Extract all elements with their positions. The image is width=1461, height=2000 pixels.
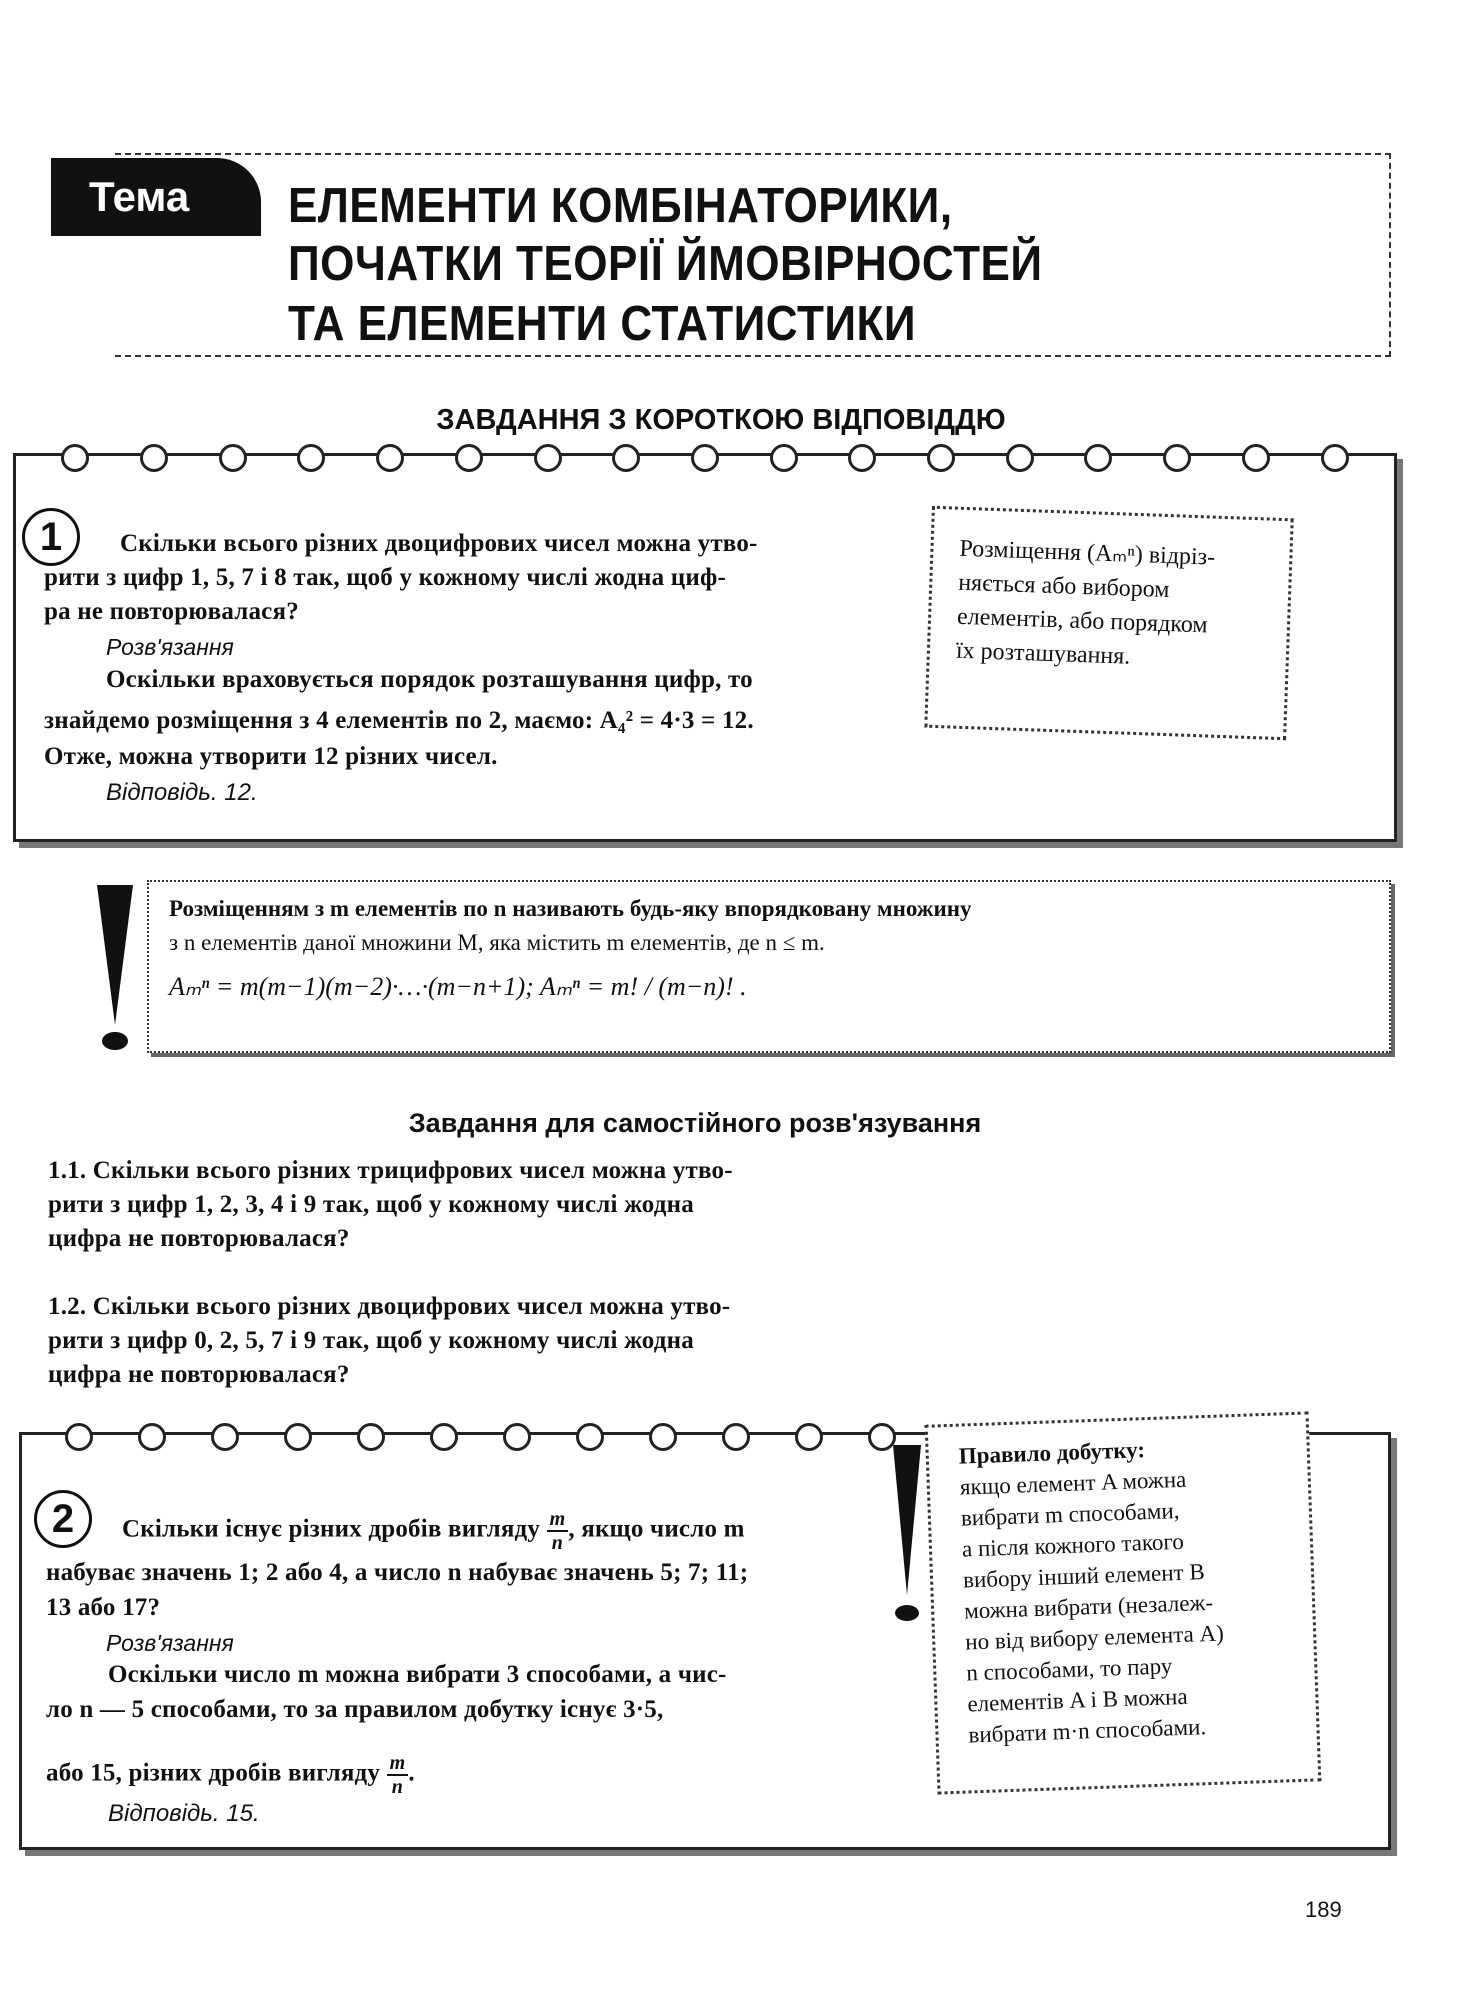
problem-2-text: Скільки існує різних дробів вигляду xyxy=(122,1515,541,1543)
note-line: елементів, або порядком xyxy=(956,603,1209,639)
note-line: їх розташування. xyxy=(955,637,1131,670)
exercise-1-2-line: рити з цифр 0, 2, 5, 7 і 9 так, щоб у кожному числі жодна xyxy=(48,1327,694,1354)
problem-1-line: Скільки всього різних двоцифрових чисел можна утво- xyxy=(120,530,758,557)
tema-label: Тема xyxy=(51,158,261,236)
solution-line: знайдемо розміщення з 4 елементів по 2, маємо: A₄² = 4·3 = 12. xyxy=(44,707,754,734)
page-title-line-1: ЕЛЕМЕНТИ КОМБІНАТОРИКИ, xyxy=(288,179,953,233)
exclamation-icon xyxy=(893,1445,921,1595)
section-heading-self: Завдання для самостійного розв'язування xyxy=(408,1108,982,1138)
solution-line: Оскільки враховується порядок розташування цифр, то xyxy=(106,666,753,693)
problem-2-line xyxy=(122,1508,745,1554)
solution-text: або 15, різних дробів вигляду xyxy=(46,1759,381,1787)
exclamation-dot xyxy=(895,1605,919,1621)
exercise-1-1-line: рити з цифр 1, 2, 3, 4 і 9 так, щоб у кожному числі жодна xyxy=(48,1191,694,1218)
definition-box xyxy=(147,880,1391,1053)
solution-line: Оскільки число m можна вибрати 3 способами, а чис- xyxy=(108,1661,727,1688)
exercise-1-1-line: цифра не повторювалася? xyxy=(48,1225,350,1252)
solution-line: або 15, різних дробів вигляду $\frac{m}{n}$ . xyxy=(46,1752,415,1798)
rule-line: якщо елемент A можна xyxy=(959,1466,1187,1500)
problem-1-line: ра не повторювалася? xyxy=(44,598,299,625)
rule-heading: Правило добутку: xyxy=(958,1437,1146,1469)
problem-2-text: , якщо число m xyxy=(568,1515,745,1543)
spiral-rings xyxy=(16,434,1394,478)
solution-label: Розв'язання xyxy=(106,634,234,660)
denominator: n xyxy=(387,1774,409,1798)
fraction-m-n xyxy=(547,1508,569,1554)
solution-line: ло n — 5 способами, то за правилом добутку існує 3·5, xyxy=(46,1696,664,1723)
exercise-1-2-line: 1.2. Скільки всього різних двоцифрових чисел можна утво- xyxy=(48,1293,731,1320)
rule-line: вибрати m·n способами. xyxy=(968,1714,1207,1748)
rule-line: но від вибору елемента A) xyxy=(964,1620,1225,1655)
page-title-line-2: ПОЧАТКИ ТЕОРІЇ ЙМОВІРНОСТЕЙ xyxy=(288,237,1043,291)
problem-2-line: 13 або 17? xyxy=(46,1594,161,1621)
definition-line: з n елементів даної множини M, яка містить m елементів, де n ≤ m. xyxy=(169,930,825,955)
exclamation-dot xyxy=(102,1032,128,1050)
rule-line: можна вибрати (незалеж- xyxy=(963,1589,1214,1624)
rule-line: n способами, то пару xyxy=(965,1653,1173,1686)
definition-line: Розміщенням з m елементів по n називають будь-яку впорядковану множину xyxy=(169,896,972,921)
rule-line: вибору інший елемент B xyxy=(962,1559,1206,1593)
problem-number-1: 1 xyxy=(22,508,80,566)
spiral-rings xyxy=(22,1413,938,1457)
exercise-1-2-line: цифра не повторювалася? xyxy=(48,1361,350,1388)
problem-1-line: рити з цифр 1, 5, 7 і 8 так, щоб у кожному числі жодна циф- xyxy=(44,564,727,591)
denominator: n xyxy=(547,1530,569,1554)
fraction-m-n xyxy=(387,1752,409,1798)
note-line: Розміщення (Aₘⁿ) відріз- xyxy=(959,535,1216,571)
problem-2-line: набуває значень 1; 2 або 4, а число n набуває значень 5; 7; 11; xyxy=(46,1559,749,1586)
rule-line: елементів A і B можна xyxy=(966,1683,1188,1717)
numerator: m xyxy=(389,1752,406,1774)
definition-formula: Aₘⁿ = m(m−1)(m−2)·…·(m−n+1); Aₘⁿ = m! / (m−n)! . xyxy=(169,972,747,1001)
exercise-1-1-line: 1.1. Скільки всього різних трицифрових чисел можна утво- xyxy=(48,1157,733,1184)
answer: Відповідь. 12. xyxy=(106,779,258,806)
note-placement xyxy=(924,506,1294,740)
problem-number-2: 2 xyxy=(34,1490,92,1548)
numerator: m xyxy=(549,1508,566,1530)
page-title-line-3: ТА ЕЛЕМЕНТИ СТАТИСТИКИ xyxy=(288,297,917,351)
rule-line: а після кожного такого xyxy=(961,1528,1185,1562)
solution-line: Отже, можна утворити 12 різних чисел. xyxy=(44,743,498,770)
rule-product-box xyxy=(925,1411,1322,1794)
exclamation-icon xyxy=(97,885,133,1025)
page-number: 189 xyxy=(1305,1897,1342,1922)
note-line: няється або вибором xyxy=(957,569,1170,604)
rule-line: вибрати m способами, xyxy=(960,1497,1180,1531)
answer: Відповідь. 15. xyxy=(108,1800,260,1827)
solution-label: Розв'язання xyxy=(106,1630,234,1656)
section-heading-short: ЗАВДАННЯ З КОРОТКОЮ ВІДПОВІДДЮ xyxy=(436,404,1006,436)
